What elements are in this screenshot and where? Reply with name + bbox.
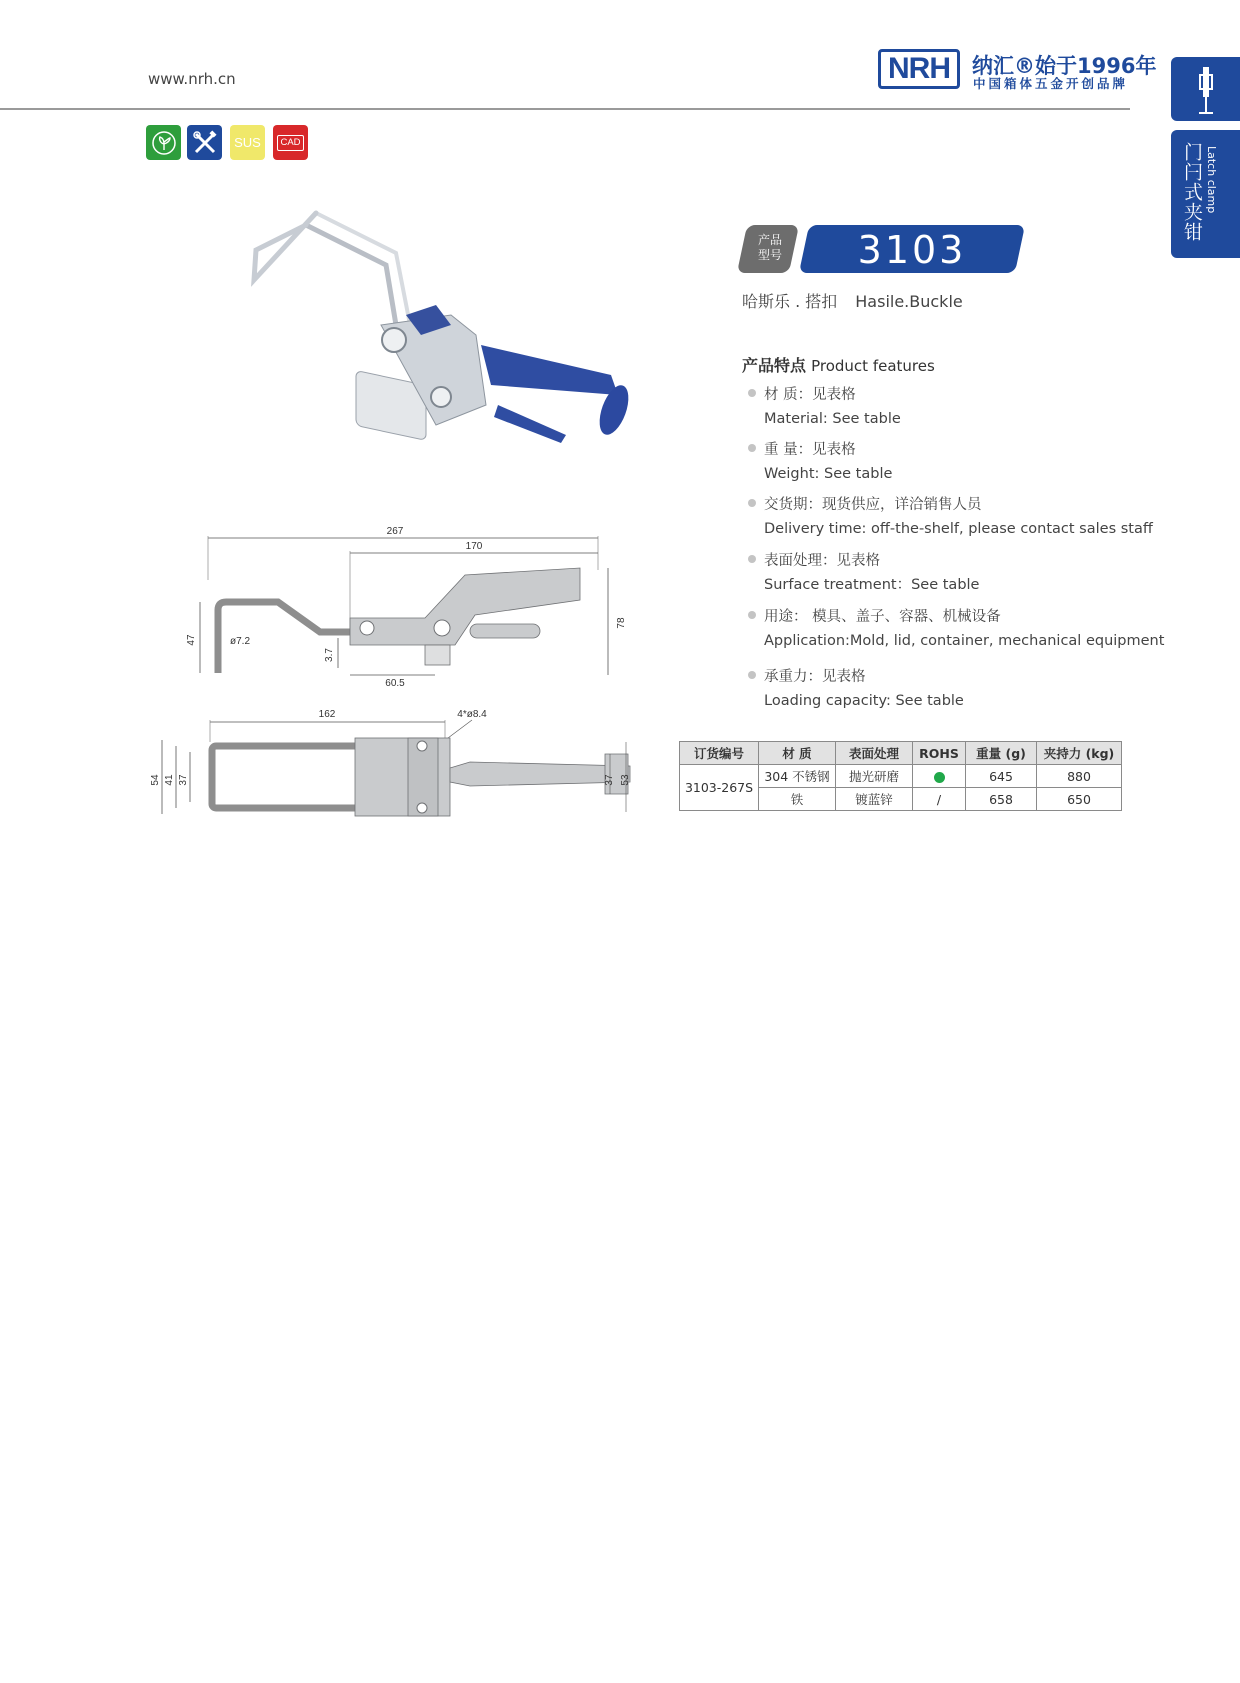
nrh-logo: NRH <box>878 49 960 89</box>
features-title-en: Product features <box>811 357 935 375</box>
table-row <box>680 765 1122 788</box>
feature-weight: 重 量：见表格 Weight: See table <box>748 438 892 486</box>
dim-4x8-4: 4*ø8.4 <box>457 709 487 720</box>
dim-37-left: 37 <box>178 774 189 786</box>
table-header-row <box>680 742 1122 765</box>
force-cell: 650 <box>1037 788 1122 811</box>
force-cell: 880 <box>1037 765 1122 788</box>
col-rohs: ROHS <box>913 742 966 765</box>
bullet-dot <box>748 389 756 397</box>
product-photo <box>236 205 656 475</box>
rohs-green-dot-icon <box>934 772 945 783</box>
side-tab-icon-tab[interactable] <box>1171 57 1240 121</box>
weight-cell: 645 <box>966 765 1037 788</box>
top-view-drawing <box>150 702 640 822</box>
tools-icon <box>191 129 219 157</box>
features-title-zh: 产品特点 <box>742 356 807 375</box>
header-divider <box>0 108 1130 110</box>
eco-badge <box>146 125 181 160</box>
brand-subtitle: 中国箱体五金开创品牌 <box>973 76 1129 91</box>
eco-leaf-icon <box>151 130 177 156</box>
weight-cell: 658 <box>966 788 1037 811</box>
dim-47: 47 <box>186 634 197 646</box>
side-tab-latch-clamp[interactable] <box>1171 130 1240 258</box>
product-name-zh: 哈斯乐 . 搭扣 <box>742 292 838 311</box>
col-weight: 重量 (g) <box>966 742 1037 765</box>
dim-162: 162 <box>318 709 336 720</box>
col-force: 夹持力 (kg) <box>1037 742 1122 765</box>
dim-60-5: 60.5 <box>385 678 405 689</box>
surface-cell: 抛光研磨 <box>836 765 913 788</box>
col-order-no: 订货编号 <box>680 742 759 765</box>
bullet-dot <box>748 611 756 619</box>
side-view-drawing <box>180 520 640 700</box>
material-cell: 铁 <box>759 788 836 811</box>
col-surface: 表面处理 <box>836 742 913 765</box>
dim-7-2: ø7.2 <box>230 636 251 647</box>
side-tab-label-en: Latch clamp <box>1205 146 1218 214</box>
bullet-dot <box>748 555 756 563</box>
dim-267: 267 <box>386 526 404 537</box>
product-name-en: Hasile.Buckle <box>855 292 963 311</box>
surface-cell: 镀蓝锌 <box>836 788 913 811</box>
cad-badge <box>273 125 308 160</box>
dim-54: 54 <box>150 774 161 786</box>
order-no-cell: 3103-267S <box>680 765 759 811</box>
feature-surface: 表面处理：见表格 Surface treatment：See table <box>748 549 979 597</box>
model-tag-line2: 型号 <box>757 248 782 262</box>
dim-41: 41 <box>164 774 175 786</box>
cad-icon: CAD <box>277 135 303 151</box>
feature-application: 用途： 模具、盖子、容器、机械设备 Application:Mold, lid, container, mechanical equipment <box>748 605 1164 653</box>
site-url[interactable]: www.nrh.cn <box>148 70 236 88</box>
model-tag-line1: 产品 <box>757 233 782 247</box>
feature-loading: 承重力：见表格 Loading capacity: See table <box>748 665 964 713</box>
feature-delivery: 交货期：现货供应，详洽销售人员 Delivery time: off-the-shelf, please contact sales staff <box>748 493 1153 541</box>
side-tab-label-zh: 门闩式夹钳 <box>1181 142 1203 242</box>
dim-3-7: 3.7 <box>324 648 335 662</box>
model-tag-label <box>752 233 788 263</box>
rohs-cell <box>913 765 966 788</box>
rohs-cell: / <box>913 788 966 811</box>
tools-badge <box>187 125 222 160</box>
dim-78: 78 <box>616 617 627 629</box>
bullet-dot <box>748 444 756 452</box>
dim-37-right: 37 <box>604 774 615 786</box>
brand-slogan: 纳汇®始于1996年 <box>972 54 1157 78</box>
material-cell: 304 不锈钢 <box>759 765 836 788</box>
dim-53: 53 <box>620 774 631 786</box>
dim-170: 170 <box>465 541 483 552</box>
model-number: 3103 <box>857 228 967 272</box>
sus-badge: SUS <box>230 125 265 160</box>
col-material: 材 质 <box>759 742 836 765</box>
bullet-dot <box>748 671 756 679</box>
features-title <box>742 353 935 376</box>
product-name <box>742 289 963 312</box>
feature-material: 材 质：见表格 Material: See table <box>748 383 901 431</box>
latch-clamp-icon <box>1171 57 1240 121</box>
spec-table <box>679 741 1122 811</box>
bullet-dot <box>748 499 756 507</box>
